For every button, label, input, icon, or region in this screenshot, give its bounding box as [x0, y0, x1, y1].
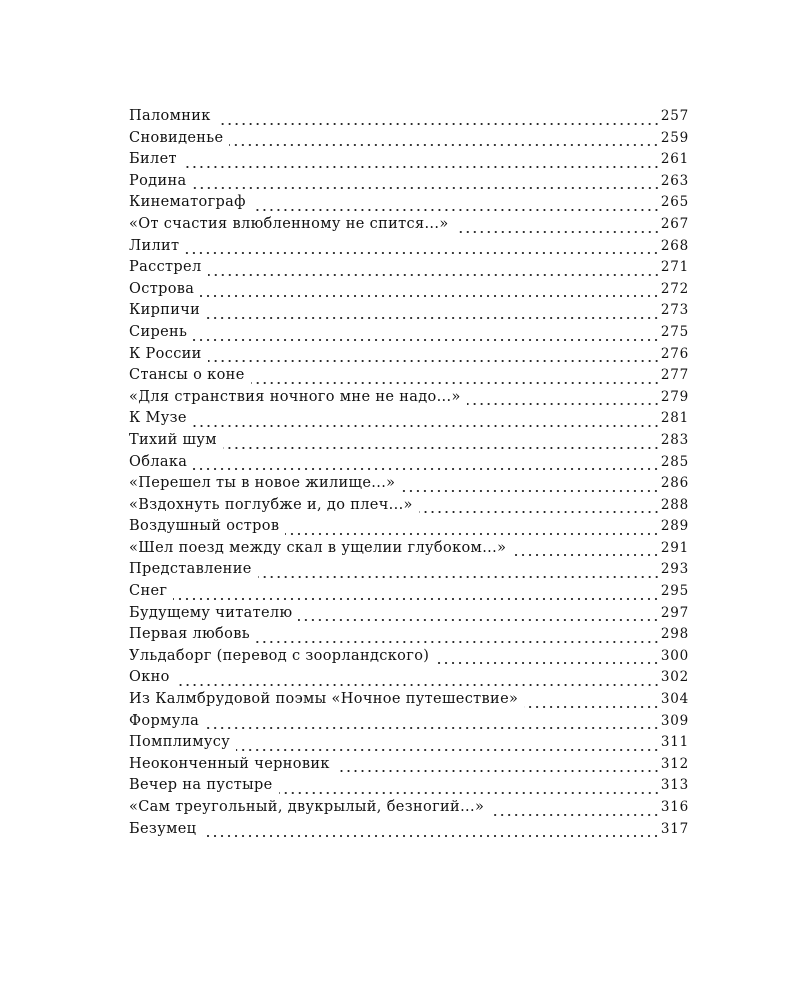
toc-entry-page: 288 — [660, 496, 689, 513]
dot-leader — [193, 414, 660, 428]
toc-entry-title: Окно — [129, 669, 170, 686]
dot-leader — [223, 436, 660, 450]
toc-entry — [129, 130, 689, 152]
toc-entry-title: Сновиденье — [129, 129, 224, 146]
dot-leader — [258, 565, 660, 579]
toc-entry — [129, 367, 689, 389]
toc-entry-page: 283 — [660, 431, 689, 448]
toc-entry-title: Острова — [129, 280, 195, 297]
toc-entry — [129, 216, 689, 238]
dot-leader — [208, 263, 660, 277]
toc-entry-title: «Шел поезд между скал в ущелии глубоком...» — [129, 539, 507, 556]
dot-leader — [205, 716, 660, 730]
toc-entry — [129, 475, 689, 497]
toc-entry — [129, 583, 689, 605]
toc-entry-title: «Сам треугольный, двукрылый, безногий...» — [129, 799, 485, 815]
toc-entry — [129, 432, 689, 454]
dot-leader — [524, 695, 660, 709]
toc-entry — [129, 302, 689, 324]
toc-entry-page: 304 — [660, 691, 689, 708]
toc-entry-title: Помплимусу — [129, 734, 231, 751]
toc-entry — [129, 799, 689, 821]
toc-entry-page: 316 — [660, 799, 689, 815]
toc-entry — [129, 691, 689, 713]
dot-leader — [193, 328, 660, 342]
toc-entry-title: Билет — [129, 151, 177, 168]
toc-entry — [129, 734, 689, 756]
toc-entry-title: «Вздохнуть поглубже и, до плеч...» — [129, 496, 413, 513]
toc-entry-title: Первая любовь — [129, 626, 250, 643]
dot-leader — [419, 500, 660, 514]
toc-entry — [129, 173, 689, 195]
dot-leader — [336, 759, 660, 773]
table-of-contents — [129, 108, 689, 842]
dot-leader — [279, 781, 660, 795]
toc-entry — [129, 410, 689, 432]
toc-entry — [129, 713, 689, 735]
toc-entry-page: 311 — [660, 734, 689, 751]
toc-entry-title: Родина — [129, 172, 187, 189]
toc-entry-title: Будущему читателю — [129, 604, 293, 621]
toc-entry-title: Паломник — [129, 108, 211, 124]
toc-entry — [129, 518, 689, 540]
toc-entry-page: 277 — [660, 367, 689, 384]
dot-leader — [206, 306, 660, 320]
dot-leader — [252, 198, 660, 212]
toc-entry — [129, 821, 689, 843]
toc-entry — [129, 324, 689, 346]
toc-entry-title: К России — [129, 345, 202, 362]
toc-entry-page: 291 — [660, 539, 689, 556]
toc-entry — [129, 259, 689, 281]
toc-entry-title: К Музе — [129, 410, 187, 427]
toc-entry-title: Вечер на пустыре — [129, 777, 273, 794]
toc-entry-page: 302 — [660, 669, 689, 686]
dot-leader — [229, 133, 659, 147]
dot-leader — [285, 522, 659, 536]
toc-entry — [129, 238, 689, 260]
toc-entry-page: 309 — [660, 712, 689, 729]
toc-entry — [129, 151, 689, 173]
toc-entry-title: Представление — [129, 561, 252, 578]
toc-entry-page: 286 — [660, 475, 689, 492]
toc-entry-page: 259 — [660, 129, 689, 146]
toc-entry-title: Неоконченный черновик — [129, 755, 330, 772]
toc-entry-page: 295 — [660, 583, 689, 600]
dot-leader — [435, 651, 660, 665]
toc-entry-title: Кинематограф — [129, 194, 246, 211]
toc-entry-title: Безумец — [129, 820, 197, 837]
toc-entry — [129, 346, 689, 368]
toc-entry — [129, 389, 689, 411]
dot-leader — [193, 176, 660, 190]
toc-entry-page: 273 — [660, 302, 689, 319]
toc-entry — [129, 561, 689, 583]
dot-leader — [401, 479, 659, 493]
toc-entry — [129, 626, 689, 648]
toc-entry-page: 257 — [660, 108, 689, 124]
dot-leader — [202, 824, 660, 838]
dot-leader — [512, 543, 660, 557]
dot-leader — [176, 673, 660, 687]
toc-entry — [129, 605, 689, 627]
toc-entry — [129, 454, 689, 476]
toc-entry-page: 263 — [660, 172, 689, 189]
toc-entry-title: «От счастия влюбленному не спится...» — [129, 215, 449, 232]
toc-entry — [129, 540, 689, 562]
dot-leader — [173, 587, 659, 601]
dot-leader — [251, 371, 660, 385]
toc-entry-title: Из Калмбрудовой поэмы «Ночное путешествие» — [129, 691, 519, 708]
toc-entry-page: 285 — [660, 453, 689, 470]
dot-leader — [183, 155, 660, 169]
toc-entry-page: 275 — [660, 323, 689, 340]
toc-entry-title: Формула — [129, 712, 200, 729]
toc-entry-page: 293 — [660, 561, 689, 578]
toc-entry-title: Стансы о коне — [129, 367, 245, 384]
toc-entry-title: Кирпичи — [129, 302, 201, 319]
toc-entry-title: Снег — [129, 583, 168, 600]
toc-entry — [129, 194, 689, 216]
dot-leader — [256, 630, 660, 644]
toc-entry-page: 268 — [660, 237, 689, 254]
toc-entry-title: Воздушный остров — [129, 518, 280, 535]
dot-leader — [490, 803, 660, 817]
toc-entry — [129, 669, 689, 691]
toc-entry-title: Облака — [129, 453, 188, 470]
dot-leader — [455, 220, 660, 234]
dot-leader — [217, 112, 660, 126]
toc-entry — [129, 281, 689, 303]
toc-entry-page: 297 — [660, 604, 689, 621]
dot-leader — [298, 608, 659, 622]
toc-entry-page: 276 — [660, 345, 689, 362]
toc-entry-page: 289 — [660, 518, 689, 535]
toc-entry-page: 300 — [660, 647, 689, 664]
toc-entry-page: 267 — [660, 215, 689, 232]
toc-entry-page: 317 — [660, 820, 689, 837]
dot-leader — [185, 241, 659, 255]
toc-entry-page: 312 — [660, 755, 689, 772]
dot-leader — [467, 392, 660, 406]
toc-entry — [129, 108, 689, 130]
dot-leader — [200, 284, 660, 298]
toc-entry — [129, 648, 689, 670]
toc-entry-title: Ульдаборг (перевод с зоорландского) — [129, 647, 430, 664]
toc-entry-page: 281 — [660, 410, 689, 427]
dot-leader — [236, 738, 660, 752]
toc-entry-page: 313 — [660, 777, 689, 794]
toc-entry-title: Лилит — [129, 237, 180, 254]
toc-entry-page: 271 — [660, 259, 689, 276]
toc-entry — [129, 777, 689, 799]
toc-entry-title: «Перешел ты в новое жилище...» — [129, 475, 396, 492]
toc-entry-title: «Для странствия ночного мне не надо...» — [129, 388, 461, 405]
toc-entry — [129, 756, 689, 778]
toc-entry-page: 265 — [660, 194, 689, 211]
dot-leader — [208, 349, 660, 363]
toc-entry-page: 279 — [660, 388, 689, 405]
toc-entry-page: 272 — [660, 280, 689, 297]
toc-entry-page: 298 — [660, 626, 689, 643]
toc-entry-title: Тихий шум — [129, 431, 217, 448]
toc-entry-page: 261 — [660, 151, 689, 168]
toc-entry-title: Сирень — [129, 323, 188, 340]
toc-entry-title: Расстрел — [129, 259, 202, 276]
toc-entry — [129, 497, 689, 519]
dot-leader — [193, 457, 660, 471]
